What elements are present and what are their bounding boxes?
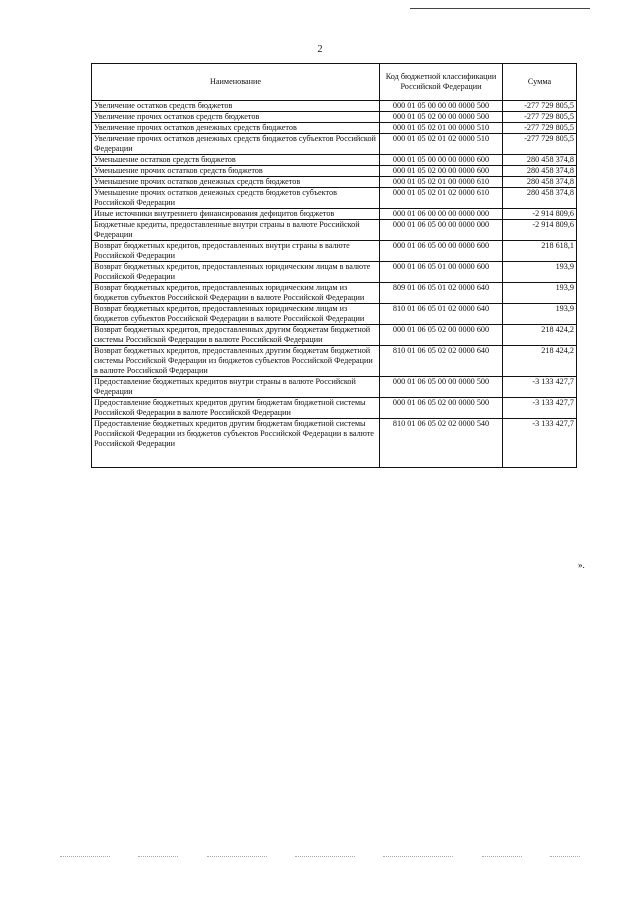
cell-sum: -2 914 809,6 (503, 220, 577, 241)
cell-code: 000 01 06 00 00 00 0000 000 (380, 209, 503, 220)
cell-code: 000 01 05 00 00 00 0000 500 (380, 101, 503, 112)
table-row (92, 123, 577, 134)
table-row (92, 188, 577, 209)
cell-name: Увеличение прочих остатков средств бюджетов (92, 112, 380, 123)
cell-code: 000 01 06 05 01 00 0000 600 (380, 262, 503, 283)
cell-sum: -3 133 427,7 (503, 398, 577, 419)
table-row (92, 134, 577, 155)
cell-name: Бюджетные кредиты, предоставленные внутри страны в валюте Российской Федерации (92, 220, 380, 241)
cell-name: Уменьшение прочих остатков денежных средств бюджетов (92, 177, 380, 188)
table-row (92, 398, 577, 419)
cell-code: 000 01 06 05 00 00 0000 000 (380, 220, 503, 241)
cell-code: 809 01 06 05 01 02 0000 640 (380, 283, 503, 304)
cell-code: 000 01 05 02 00 00 0000 600 (380, 166, 503, 177)
cell-name: Увеличение остатков средств бюджетов (92, 101, 380, 112)
cell-sum: 193,9 (503, 262, 577, 283)
cell-name: Возврат бюджетных кредитов, предоставленных внутри страны в валюте Российской Федерации (92, 241, 380, 262)
cell-code: 000 01 06 05 00 00 0000 600 (380, 241, 503, 262)
table-body (92, 101, 577, 468)
budget-sources-table (91, 63, 577, 468)
cell-sum: 280 458 374,8 (503, 155, 577, 166)
table-row (92, 325, 577, 346)
cell-name: Предоставление бюджетных кредитов другим бюджетам бюджетной системы Российской Федерации из бюджетов субъектов Российской Федерации в валюте Российской Федерации (92, 419, 380, 468)
cell-sum: -277 729 805,5 (503, 101, 577, 112)
table-row (92, 177, 577, 188)
cell-sum: -3 133 427,7 (503, 419, 577, 468)
cell-sum: -277 729 805,5 (503, 134, 577, 155)
table-row (92, 166, 577, 177)
cell-code: 000 01 06 05 02 00 0000 500 (380, 398, 503, 419)
cell-code: 000 01 06 05 02 00 0000 600 (380, 325, 503, 346)
cell-code: 000 01 05 02 01 00 0000 510 (380, 123, 503, 134)
table-header-row (92, 64, 577, 101)
cell-code: 810 01 06 05 01 02 0000 640 (380, 304, 503, 325)
cell-code: 810 01 06 05 02 02 0000 540 (380, 419, 503, 468)
cell-code: 000 01 05 00 00 00 0000 600 (380, 155, 503, 166)
cell-sum: -2 914 809,6 (503, 209, 577, 220)
table-row (92, 283, 577, 304)
table-row (92, 101, 577, 112)
top-scan-line (410, 8, 590, 9)
cell-sum: -3 133 427,7 (503, 377, 577, 398)
cell-sum: -277 729 805,5 (503, 123, 577, 134)
table-row (92, 419, 577, 468)
table-row (92, 262, 577, 283)
table-row (92, 220, 577, 241)
cell-name: Предоставление бюджетных кредитов другим бюджетам бюджетной системы Российской Федерации в валюте Российской Федерации (92, 398, 380, 419)
cell-name: Предоставление бюджетных кредитов внутри страны в валюте Российской Федерации (92, 377, 380, 398)
cell-code: 000 01 05 02 00 00 0000 500 (380, 112, 503, 123)
cell-code: 000 01 05 02 01 02 0000 610 (380, 188, 503, 209)
cell-sum: 218 618,1 (503, 241, 577, 262)
cell-sum: 193,9 (503, 304, 577, 325)
cell-name: Уменьшение прочих остатков средств бюджетов (92, 166, 380, 177)
cell-sum: 280 458 374,8 (503, 166, 577, 177)
table-row (92, 241, 577, 262)
cell-name: Возврат бюджетных кредитов, предоставленных юридическим лицам в валюте Российской Федерации (92, 262, 380, 283)
header-name: Наименование (92, 64, 380, 101)
cell-code: 000 01 06 05 00 00 0000 500 (380, 377, 503, 398)
cell-name: Возврат бюджетных кредитов, предоставленных другим бюджетам бюджетной системы Российской Федерации в валюте Российской Федерации (92, 325, 380, 346)
cell-code: 000 01 05 02 01 02 0000 510 (380, 134, 503, 155)
cell-name: Уменьшение прочих остатков денежных средств бюджетов субъектов Российской Федерации (92, 188, 380, 209)
cell-code: 810 01 06 05 02 02 0000 640 (380, 346, 503, 377)
cell-sum: 218 424,2 (503, 325, 577, 346)
cell-name: Иные источники внутреннего финансирования дефицитов бюджетов (92, 209, 380, 220)
cell-sum: 218 424,2 (503, 346, 577, 377)
table-row (92, 346, 577, 377)
table-row (92, 377, 577, 398)
closing-quote-mark: ». (578, 560, 585, 570)
page-number: 2 (317, 44, 323, 55)
cell-sum: 280 458 374,8 (503, 188, 577, 209)
cell-code: 000 01 05 02 01 00 0000 610 (380, 177, 503, 188)
cell-name: Увеличение прочих остатков денежных средств бюджетов (92, 123, 380, 134)
footer-scan-marks (60, 856, 580, 860)
cell-name: Возврат бюджетных кредитов, предоставленных юридическим лицам из бюджетов субъектов Российской Федерации в валюте Российской Федерации (92, 283, 380, 304)
cell-name: Возврат бюджетных кредитов, предоставленных юридическим лицам из бюджетов субъектов Российской Федерации в валюте Российской Федерации (92, 304, 380, 325)
header-code: Код бюджетной классификации Российской Федерации (380, 64, 503, 101)
cell-name: Уменьшение остатков средств бюджетов (92, 155, 380, 166)
cell-name: Увеличение прочих остатков денежных средств бюджетов субъектов Российской Федерации (92, 134, 380, 155)
table-row (92, 112, 577, 123)
table-row (92, 304, 577, 325)
cell-sum: -277 729 805,5 (503, 112, 577, 123)
table-row (92, 155, 577, 166)
table-row (92, 209, 577, 220)
header-sum: Сумма (503, 64, 577, 101)
cell-sum: 193,9 (503, 283, 577, 304)
cell-sum: 280 458 374,8 (503, 177, 577, 188)
cell-name: Возврат бюджетных кредитов, предоставленных другим бюджетам бюджетной системы Российской Федерации из бюджетов субъектов Российской Федерации в валюте Российской Федерации (92, 346, 380, 377)
